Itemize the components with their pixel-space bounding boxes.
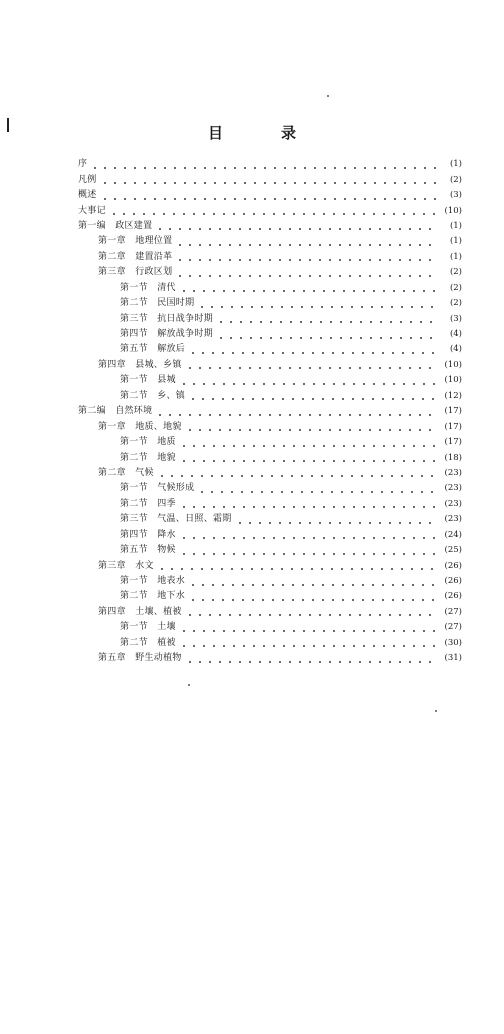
toc-entry[interactable] — [78, 219, 462, 234]
toc-entry-label: 序 — [78, 159, 88, 170]
toc-entry[interactable] — [78, 651, 462, 666]
toc-entry[interactable] — [78, 466, 462, 481]
toc-entry[interactable] — [78, 265, 462, 280]
toc-entry[interactable] — [78, 358, 462, 373]
toc-entry-label: 第三节 气温、日照、霜期 — [120, 514, 232, 525]
toc-entry-label: 第一节 清代 — [120, 282, 176, 293]
toc-entry[interactable] — [78, 327, 462, 342]
scan-speck — [327, 95, 329, 97]
toc-leader-dots — [188, 577, 438, 587]
toc-leader-dots — [179, 499, 438, 509]
toc-entry-label: 第一节 县城 — [120, 375, 176, 386]
toc-leader-dots — [155, 221, 438, 231]
scan-speck — [188, 684, 190, 686]
toc-entry-label: 第一编 政区建置 — [78, 220, 153, 231]
toc-entry-page: (3) — [449, 313, 462, 324]
toc-leader-dots — [155, 407, 438, 417]
toc-entry[interactable] — [78, 419, 462, 434]
toc-entry[interactable] — [78, 543, 462, 558]
toc-entry-page: (10) — [444, 359, 462, 370]
toc-entry-page: (1) — [449, 220, 462, 231]
toc-leader-dots — [197, 299, 438, 309]
toc-entry-label: 第一节 气候形成 — [120, 483, 195, 494]
toc-entry-page: (26) — [444, 576, 462, 587]
toc-leader-dots — [179, 453, 438, 463]
toc-entry-page: (3) — [449, 190, 462, 201]
toc-entry-page: (1) — [449, 236, 462, 247]
toc-entry-label: 第四节 解放战争时期 — [120, 329, 214, 340]
toc-entry[interactable] — [78, 389, 462, 404]
toc-entry-page: (2) — [449, 282, 462, 293]
toc-entry[interactable] — [78, 589, 462, 604]
toc-leader-dots — [179, 530, 438, 540]
toc-leader-dots — [216, 314, 438, 324]
toc-entry-label: 第二章 气候 — [98, 467, 154, 478]
toc-entry[interactable] — [78, 435, 462, 450]
title-char-2: 录 — [281, 124, 297, 142]
toc-entry[interactable] — [78, 203, 462, 218]
toc-leader-dots — [185, 360, 438, 370]
toc-entry[interactable] — [78, 296, 462, 311]
toc-entry[interactable] — [78, 558, 462, 573]
toc-entry-label: 第二节 地貌 — [120, 452, 176, 463]
toc-leader-dots — [179, 623, 438, 633]
toc-entry-page: (23) — [444, 498, 462, 509]
toc-entry-label: 大事记 — [78, 205, 106, 216]
toc-entry-page: (2) — [449, 267, 462, 278]
toc-entry-label: 第三章 水文 — [98, 560, 154, 571]
toc-leader-dots — [185, 654, 438, 664]
toc-leader-dots — [90, 160, 438, 170]
toc-entry-page: (25) — [444, 545, 462, 556]
toc-entry-page: (12) — [444, 390, 462, 401]
toc-leader-dots — [157, 561, 438, 571]
toc-entry[interactable] — [78, 373, 462, 388]
toc-entry[interactable] — [78, 450, 462, 465]
toc-entry-page: (4) — [449, 329, 462, 340]
toc-leader-dots — [197, 484, 438, 494]
page-title — [0, 122, 504, 142]
toc-leader-dots — [100, 175, 438, 185]
toc-entry[interactable] — [78, 172, 462, 187]
toc-entry-label: 第二节 四季 — [120, 498, 176, 509]
toc-entry[interactable] — [78, 481, 462, 496]
toc-entry-label: 第二节 植被 — [120, 637, 176, 648]
toc-entry-page: (24) — [444, 529, 462, 540]
toc-entry-label: 第五节 物候 — [120, 545, 176, 556]
toc-entry-page: (10) — [444, 205, 462, 216]
toc-leader-dots — [185, 422, 438, 432]
toc-entry-label: 第四节 降水 — [120, 529, 176, 540]
toc-leader-dots — [188, 345, 438, 355]
toc-entry[interactable] — [78, 188, 462, 203]
toc-leader-dots — [175, 252, 438, 262]
toc-leader-dots — [100, 191, 438, 201]
toc-entry[interactable] — [78, 234, 462, 249]
toc-leader-dots — [188, 391, 438, 401]
toc-entry-label: 第四章 县城、乡镇 — [98, 359, 182, 370]
scan-speck — [435, 710, 437, 712]
toc-leader-dots — [175, 237, 438, 247]
toc-entry[interactable] — [78, 281, 462, 296]
toc-entry-label: 第一章 地理位置 — [98, 236, 173, 247]
toc-entry-page: (26) — [444, 560, 462, 571]
toc-leader-dots — [179, 638, 438, 648]
toc-leader-dots — [179, 376, 438, 386]
toc-leader-dots — [179, 438, 438, 448]
toc-leader-dots — [216, 330, 438, 340]
toc-entry-page: (4) — [449, 344, 462, 355]
toc-entry-page: (10) — [444, 375, 462, 386]
toc-entry-page: (27) — [444, 606, 462, 617]
toc-entry-label: 第一节 土壤 — [120, 622, 176, 633]
toc-entry-page: (1) — [449, 159, 462, 170]
toc-entry-page: (27) — [444, 622, 462, 633]
toc-entry-label: 第二节 地下水 — [120, 591, 186, 602]
toc-entry-page: (1) — [449, 251, 462, 262]
toc-entry-label: 第二节 民国时期 — [120, 298, 195, 309]
toc-entry-page: (17) — [444, 437, 462, 448]
toc-entry-label: 第三节 抗日战争时期 — [120, 313, 214, 324]
toc-entry-page: (26) — [444, 591, 462, 602]
toc-entry[interactable] — [78, 512, 462, 527]
toc-entry-page: (31) — [444, 653, 462, 664]
toc-entry-label: 第一节 地质 — [120, 437, 176, 448]
toc-entry-page: (17) — [444, 406, 462, 417]
toc-leader-dots — [157, 468, 438, 478]
toc-leader-dots — [109, 206, 438, 216]
toc-entry[interactable] — [78, 528, 462, 543]
toc-entry[interactable] — [78, 342, 462, 357]
toc-entry-label: 凡例 — [78, 174, 97, 185]
toc-entry-label: 第五节 解放后 — [120, 344, 186, 355]
toc-entry-label: 概述 — [78, 190, 97, 201]
toc-entry-page: (23) — [444, 514, 462, 525]
toc-entry[interactable] — [78, 404, 462, 419]
toc-entry[interactable] — [78, 497, 462, 512]
toc-entry-page: (18) — [444, 452, 462, 463]
toc-entry-page: (17) — [444, 421, 462, 432]
toc-leader-dots — [185, 607, 438, 617]
toc-entry[interactable] — [78, 311, 462, 326]
toc-entry[interactable] — [78, 574, 462, 589]
toc-entry-label: 第二编 自然环境 — [78, 406, 153, 417]
toc-leader-dots — [235, 515, 438, 525]
toc-entry[interactable] — [78, 157, 462, 172]
toc-entry-page: (23) — [444, 483, 462, 494]
toc-entry[interactable] — [78, 250, 462, 265]
toc-entry-label: 第四章 土壤、植被 — [98, 606, 182, 617]
toc-leader-dots — [179, 283, 438, 293]
toc-entry-page: (2) — [449, 298, 462, 309]
toc-entry-label: 第三章 行政区划 — [98, 267, 173, 278]
toc-entry-label: 第一章 地质、地貌 — [98, 421, 182, 432]
toc-entry[interactable] — [78, 605, 462, 620]
toc-entry-page: (23) — [444, 467, 462, 478]
toc-entry-label: 第五章 野生动植物 — [98, 653, 182, 664]
toc-entry-page: (30) — [444, 637, 462, 648]
toc-entry-label: 第二节 乡、镇 — [120, 390, 186, 401]
toc-entry-label: 第二章 建置沿革 — [98, 251, 173, 262]
toc-entry[interactable] — [78, 636, 462, 651]
toc-entry-page: (2) — [449, 174, 462, 185]
toc-entry-label: 第一节 地表水 — [120, 576, 186, 587]
table-of-contents — [78, 157, 462, 666]
toc-leader-dots — [179, 546, 438, 556]
toc-entry[interactable] — [78, 620, 462, 635]
toc-leader-dots — [175, 268, 438, 278]
title-char-1: 目 — [207, 124, 223, 142]
toc-leader-dots — [188, 592, 438, 602]
